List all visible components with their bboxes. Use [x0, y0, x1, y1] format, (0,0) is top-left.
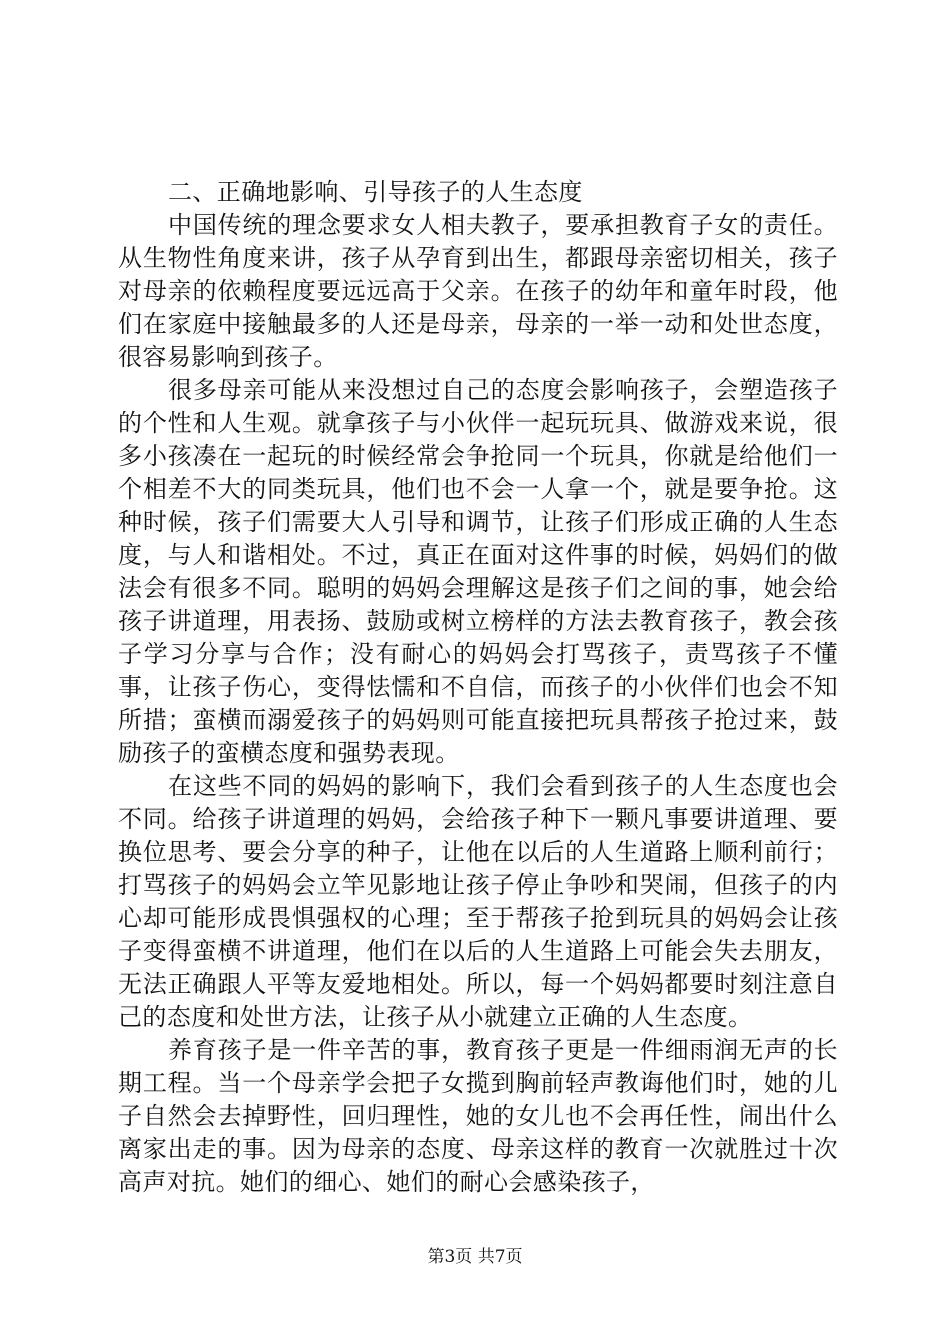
document-body [118, 176, 838, 1199]
paragraph-3: 在这些不同的妈妈的影响下，我们会看到孩子的人生态度也会不同。给孩子讲道理的妈妈，会给孩子种下一颗凡事要讲道理、要换位思考、要会分享的种子，让他在以后的人生道路上顺利前行；打骂孩子的妈妈会立竿见影地让孩子停止争吵和哭闹，但孩子的内心却可能形成畏惧强权的心理；至于帮孩子抢到玩具的妈妈会让孩子变得蛮横不讲道理，他们在以后的人生道路上可能会失去朋友，无法正确跟人平等友爱地相处。所以，每一个妈妈都要时刻注意自己的态度和处世方法，让孩子从小就建立正确的人生态度。 [118, 772, 838, 1031]
paragraph-4: 养育孩子是一件辛苦的事，教育孩子更是一件细雨润无声的长期工程。当一个母亲学会把子女揽到胸前轻声教诲他们时，她的儿子自然会去掉野性，回归理性，她的女儿也不会再任性，闹出什么离家出走的事。因为母亲的态度、母亲这样的教育一次就胜过十次高声对抗。她们的细心、她们的耐心会感染孩子， [118, 1036, 838, 1196]
paragraph-2: 很多母亲可能从来没想过自己的态度会影响孩子，会塑造孩子的个性和人生观。就拿孩子与小伙伴一起玩玩具、做游戏来说，很多小孩凑在一起玩的时候经常会争抢同一个玩具，你就是给他们一个相差不大的同类玩具，他们也不会一人拿一个，就是要争抢。这种时候，孩子们需要大人引导和调节，让孩子们形成正确的人生态度，与人和谐相处。不过，真正在面对这件事的时候，妈妈们的做法会有很多不同。聪明的妈妈会理解这是孩子们之间的事，她会给孩子讲道理，用表扬、鼓励或树立榜样的方法去教育孩子，教会孩子学习分享与合作；没有耐心的妈妈会打骂孩子，责骂孩子不懂事，让孩子伤心，变得怯懦和不自信，而孩子的小伙伴们也会不知所措；蛮横而溺爱孩子的妈妈则可能直接把玩具帮孩子抢过来，鼓励孩子的蛮横态度和强势表现。 [118, 376, 838, 767]
paragraph-1: 中国传统的理念要求女人相夫教子，要承担教育子女的责任。从生物性角度来讲，孩子从孕育到出生，都跟母亲密切相关，孩子对母亲的依赖程度要远远高于父亲。在孩子的幼年和童年时段，他们在家庭中接触最多的人还是母亲，母亲的一举一动和处世态度，很容易影响到孩子。 [118, 211, 838, 371]
section-heading: 二、正确地影响、引导孩子的人生态度 [168, 178, 583, 206]
page-number-footer: 第3页 共7页 [427, 1247, 523, 1267]
